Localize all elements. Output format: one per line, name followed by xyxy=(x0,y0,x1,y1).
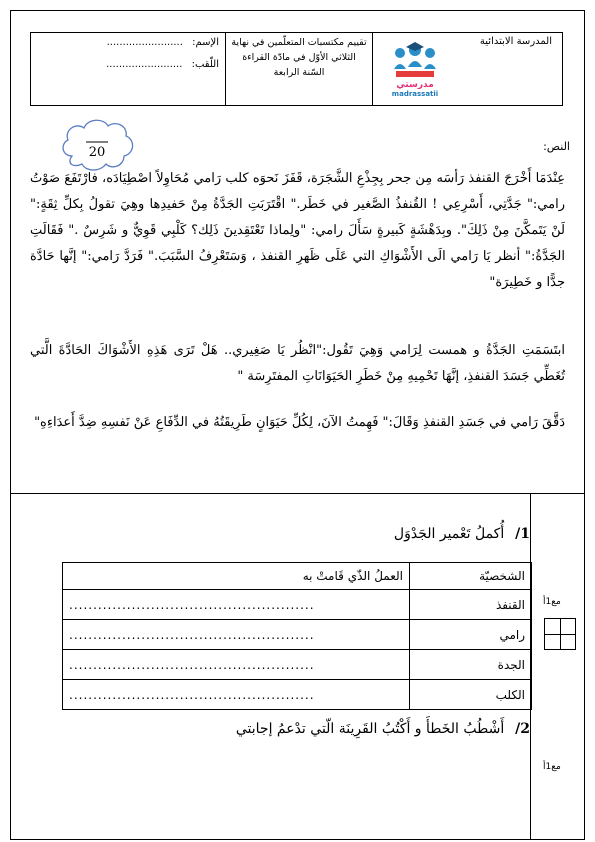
criterion-label-2: مع1أ xyxy=(543,762,561,772)
question-2-text: أَشْطُبُ الخَطأَ و أَكْتُبُ القَرِينَة الّتي تدْعمُ إجابتي xyxy=(235,721,505,737)
answer-field[interactable]: ................................................... xyxy=(63,620,410,650)
passage-paragraph-1: عِنْدَمَا أَخْرَجَ القنفذ رَأسَه مِن جحر بِجِذْعِ الشَّجَرَة، قَفَزَ نَحوَه كلب رَامي مُحَاوِلاً اصْطِيَادَه، فارْتَفَعَ صَوْتُ رامي:" جَدَّتِي، أَسْرِعِي ! القُنفذُ الصَّغير في خَطَر." اقْتَرَبَتِ الجَدَّةُ مِنْ حَفيدِها وهِيَ تقولُ بِكلِّ ثِقَةٍ:" لَنْ يَتَمكَّنَ مِنْ ذَلِكَ". وبِدَهْشَةٍ كَبيرةٍ سَأَلَ رامي: "ولِماذا تَعْتَقِدينَ ذَلِك؟ كَلْبِي قَوِيٌّ و شَرِسٌ ." فَقَالَتِ الجَدَّةُ:" أنظر يَا رَامي الَى الأَشْوَاكِ التي عَلَى ظَهرِ القنفذ ، وَسَتَعْرِفُ السَّبَبَ." فَرَدَّ رَامي:" إنَّها حَادَّة جدًّا و خَطِيرَة" xyxy=(30,171,565,290)
table-header-row xyxy=(63,563,532,590)
eval-line-1: تقييم مكتسبات المتعلّمين في نهاية xyxy=(231,37,367,48)
surname-label: اللّقب: xyxy=(191,59,219,70)
answer-field[interactable]: ................................................... xyxy=(63,680,410,710)
answer-field[interactable]: ................................................... xyxy=(63,590,410,620)
header-table xyxy=(30,32,563,106)
passage-paragraph-2: ابتَسَمَتِ الجَدَّةُ و همست لِرَامي وَهِيَ تَقُول:"انْظُر يَا صَغِيري.. هَلْ تَرَى هَذِهِ الأَشْوَاكَ الحَادَّةَ الَّتي تُغَطِّي جَسَدَ القنفذِ، إنَّهَا تَحْمِيهِ مِنْ خَطَرِ الحَيَوَانَاتِ المفتَرِسَة " xyxy=(30,343,565,384)
column-header-character: الشخصيّة xyxy=(410,563,532,590)
question-1 xyxy=(394,526,530,542)
score-total: 20 xyxy=(88,145,106,160)
name-label: الإسم: xyxy=(192,37,219,48)
logo-text: مدرستي xyxy=(396,80,434,90)
table-row xyxy=(63,620,532,650)
eval-line-3: السّنة الرابعة xyxy=(273,67,325,78)
criterion-label-1: مع1أ xyxy=(543,597,561,607)
character-name: الجدة xyxy=(410,650,532,680)
school-name: المدرسة الابتدائية xyxy=(479,36,552,47)
table-row xyxy=(63,680,532,710)
name-line xyxy=(107,37,219,48)
passage-label: النص: xyxy=(543,140,570,153)
eval-line-2: الثلاثي الأوّل في مادّة القراءة xyxy=(242,52,356,63)
table-row xyxy=(63,650,532,680)
character-name: الكلب xyxy=(410,680,532,710)
question-2-number: 2/ xyxy=(515,721,530,737)
passage-paragraph-3: دَقَّقَ رَامي في جَسَدِ القنفذِ وَقَالَ:" فَهِمتُ الآنَ، لِكُلِّ حَيَوَانٍ طَرِيقَتُهُ في الدِّفَاعِ عَنْ نَفسِهِ ضِدَّ أَعدَاءِهِ" xyxy=(34,415,565,430)
madrassatii-logo xyxy=(388,39,442,99)
school-cell xyxy=(372,33,562,105)
character-name: رامي xyxy=(410,620,532,650)
surname-field[interactable]: ........................ xyxy=(106,59,183,70)
character-name: القنفذ xyxy=(410,590,532,620)
logo-latin-text: madrassatii xyxy=(391,90,439,98)
eval-cell xyxy=(225,33,372,105)
question-1-number: 1/ xyxy=(515,526,530,542)
question-2 xyxy=(236,721,530,737)
answer-field[interactable]: ................................................... xyxy=(63,650,410,680)
characters-table xyxy=(62,562,532,710)
section-divider xyxy=(10,493,585,494)
table-row xyxy=(63,590,532,620)
identity-cell xyxy=(29,33,225,105)
question-1-text: أُكملُ تَعْمير الجَدْوَل xyxy=(393,526,505,542)
column-header-action: العملُ الذّي قَامتْ به xyxy=(63,563,410,590)
surname-line xyxy=(106,59,219,70)
name-field[interactable]: ........................ xyxy=(106,37,183,48)
score-grid-box xyxy=(544,618,576,650)
